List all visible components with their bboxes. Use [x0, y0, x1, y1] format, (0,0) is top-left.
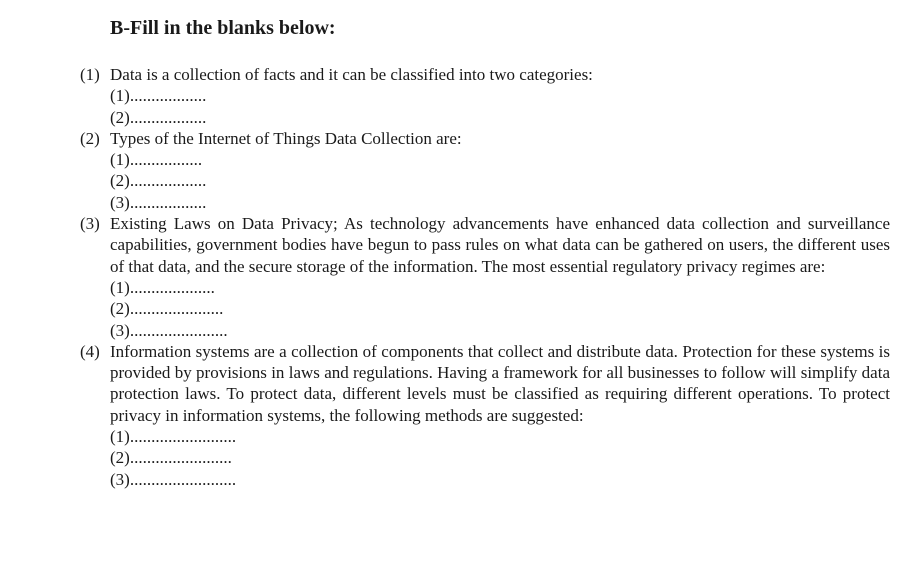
answer-blank[interactable]: (3)..................	[110, 192, 207, 212]
question-1	[80, 64, 890, 128]
answer-blank[interactable]: (2)......................	[110, 299, 224, 319]
answer-blank[interactable]: (1)..................	[110, 86, 207, 106]
question-4	[80, 341, 890, 490]
answer-blank[interactable]: (1).................	[110, 150, 203, 170]
question-text: Data is a collection of facts and it can be classified into two categories:	[110, 65, 593, 84]
question-number: (3)	[80, 214, 100, 234]
answer-blank[interactable]: (3).........................	[110, 469, 237, 489]
answer-blank[interactable]: (2)........................	[110, 448, 232, 468]
answer-blank[interactable]: (1).........................	[110, 427, 237, 447]
section-title: B-Fill in the blanks below:	[110, 17, 336, 39]
answer-blank[interactable]: (2)..................	[110, 171, 207, 191]
question-3	[80, 213, 890, 341]
question-2	[80, 128, 890, 213]
question-list	[80, 64, 890, 490]
question-text: Types of the Internet of Things Data Collection are:	[110, 128, 462, 148]
question-text: Existing Laws on Data Privacy; As technology advancements have enhanced data collection and surveillance capabilities, government bodies have begun to pass rules on what data can be gathered on users, the different uses of that data, and the secure storage of the information. The most essential regulatory privacy regimes are:	[110, 214, 890, 276]
question-number: (4)	[80, 341, 100, 361]
question-number: (1)	[80, 65, 100, 84]
question-text: Information systems are a collection of components that collect and distribute data. Protection for these systems is provided by provisions in laws and regulations. Having a framework for all businesses to follow will simplify data protection laws. To protect data, different levels must be classified as requiring different operations. To protect privacy in information systems, the following methods are suggested:	[110, 341, 890, 425]
question-number: (2)	[80, 128, 100, 148]
answer-blank[interactable]: (1)....................	[110, 277, 215, 297]
answer-blank[interactable]: (3).......................	[110, 320, 228, 340]
answer-blank[interactable]: (2)..................	[110, 107, 207, 127]
